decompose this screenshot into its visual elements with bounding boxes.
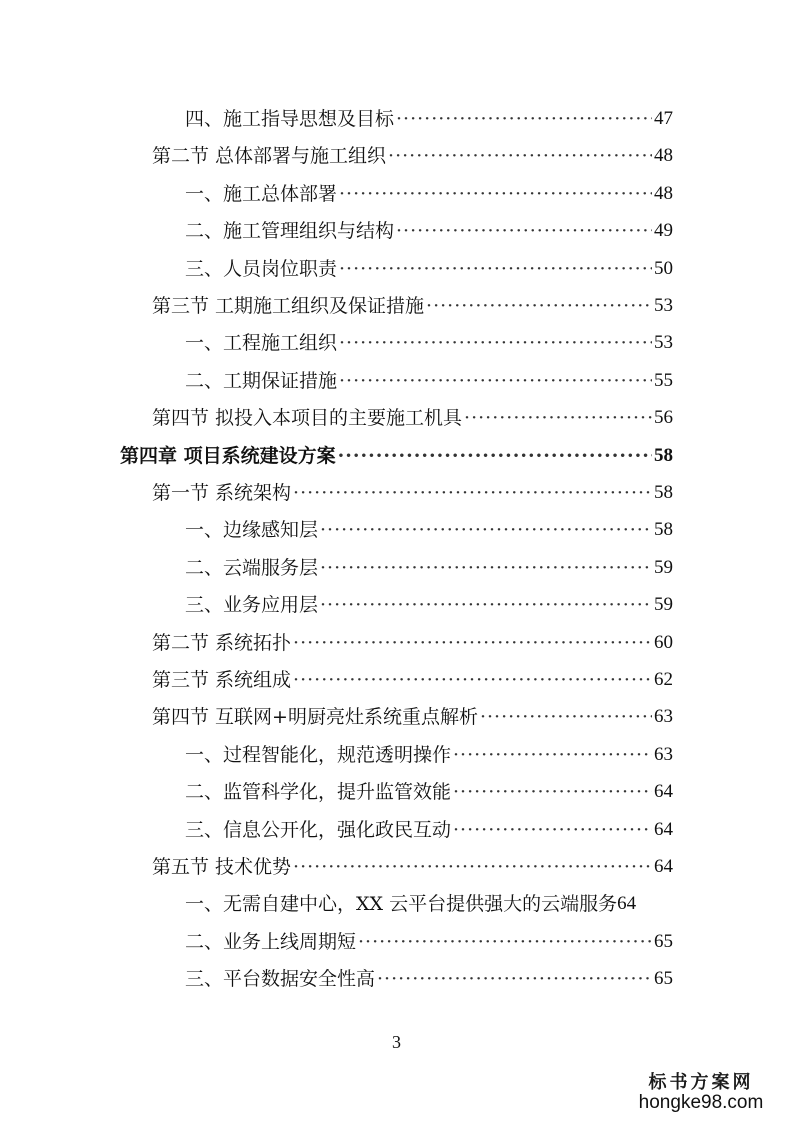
site-watermark bbox=[621, 1072, 781, 1114]
toc-entry-title: 三、业务应用层 bbox=[185, 594, 319, 617]
toc-section-row[interactable] bbox=[152, 141, 673, 171]
toc-page-number: 50 bbox=[654, 257, 673, 279]
toc-subsection-row[interactable] bbox=[185, 815, 673, 845]
toc-entry-title: 三、信息公开化，强化政民互动 bbox=[185, 818, 452, 841]
toc-dot-leader bbox=[358, 927, 652, 957]
toc-page-number: 56 bbox=[654, 407, 673, 429]
toc-page-number: 49 bbox=[654, 220, 673, 242]
toc-page-number: 64 bbox=[654, 781, 673, 803]
watermark-domain-text: hongke98.com bbox=[638, 1092, 764, 1113]
toc-entry-title: 第四章 项目系统建设方案 bbox=[120, 444, 336, 467]
toc-page-number: 63 bbox=[654, 706, 673, 728]
toc-subsection-row[interactable] bbox=[185, 889, 673, 919]
toc-page-number: 58 bbox=[654, 444, 673, 466]
toc-dot-leader bbox=[426, 291, 652, 321]
toc-section-row[interactable] bbox=[152, 478, 673, 508]
toc-entry-title: 第二节 系统拓扑 bbox=[152, 631, 292, 654]
toc-page-number: 58 bbox=[654, 482, 673, 503]
toc-dot-leader bbox=[339, 179, 652, 209]
toc-dot-leader bbox=[396, 216, 652, 246]
toc-page-number: 48 bbox=[654, 182, 673, 204]
toc-dot-leader bbox=[338, 441, 652, 471]
toc-entry-title: 三、人员岗位职责 bbox=[185, 257, 338, 280]
toc-page-number: 53 bbox=[654, 295, 673, 316]
toc-dot-leader bbox=[388, 141, 652, 171]
toc-page-number: 64 bbox=[654, 818, 673, 840]
toc-dot-leader bbox=[464, 403, 652, 433]
toc-dot-leader bbox=[293, 478, 652, 508]
toc-page-number: 59 bbox=[654, 556, 673, 578]
toc-entry-title: 一、施工总体部署 bbox=[185, 182, 338, 205]
toc-page-number: 65 bbox=[654, 930, 673, 952]
toc-subsection-row[interactable] bbox=[185, 328, 673, 358]
toc-dot-leader bbox=[320, 553, 652, 583]
toc-page-number: 59 bbox=[654, 594, 673, 616]
toc-page-number: 60 bbox=[654, 631, 673, 653]
toc-entry-title: 二、监管科学化，提升监管效能 bbox=[185, 781, 452, 804]
toc-entry-title: 第三节 工期施工组织及保证措施 bbox=[152, 295, 425, 317]
toc-entry-title: 第二节 总体部署与施工组织 bbox=[152, 145, 387, 168]
toc-subsection-row[interactable] bbox=[185, 927, 673, 957]
toc-subsection-row[interactable] bbox=[185, 777, 673, 807]
toc-entry-title: 第四节 拟投入本项目的主要施工机具 bbox=[152, 407, 463, 430]
toc-dot-leader bbox=[293, 628, 652, 658]
toc-section-row[interactable] bbox=[152, 291, 673, 321]
toc-entry-title: 三、平台数据安全性高 bbox=[185, 968, 376, 991]
toc-dot-leader bbox=[377, 964, 652, 994]
toc-subsection-row[interactable] bbox=[185, 740, 673, 770]
toc-section-row[interactable] bbox=[152, 628, 673, 658]
toc-dot-leader bbox=[453, 740, 652, 770]
toc-page-number: 64 bbox=[654, 856, 673, 877]
toc-page-number: 65 bbox=[654, 968, 673, 990]
toc-subsection-row[interactable] bbox=[185, 254, 673, 284]
toc-section-row[interactable] bbox=[152, 403, 673, 433]
toc-subsection-row[interactable] bbox=[185, 104, 673, 134]
toc-dot-leader bbox=[453, 777, 652, 807]
toc-entry-title: 第三节 系统组成 bbox=[152, 669, 292, 691]
toc-subsection-row[interactable] bbox=[185, 179, 673, 209]
toc-page-number: 47 bbox=[654, 108, 673, 129]
toc-subsection-row[interactable] bbox=[185, 553, 673, 583]
toc-page-number: 62 bbox=[654, 669, 673, 690]
toc-entry-title: 一、无需自建中心，XX 云平台提供强大的云端服务 bbox=[185, 893, 618, 916]
toc-dot-leader bbox=[453, 815, 652, 845]
toc-dot-leader bbox=[480, 702, 652, 732]
toc-dot-leader bbox=[339, 328, 652, 358]
toc-entry-title: 二、云端服务层 bbox=[185, 556, 319, 579]
toc-entry-title: 一、工程施工组织 bbox=[185, 332, 338, 355]
toc-entry-title: 四、施工指导思想及目标 bbox=[185, 108, 395, 130]
toc-page-number: 58 bbox=[654, 519, 673, 541]
toc-entry-title: 第一节 系统架构 bbox=[152, 482, 292, 504]
toc-chapter-row[interactable] bbox=[120, 441, 673, 471]
page-number: 3 bbox=[392, 1032, 401, 1052]
toc-page-number: 48 bbox=[654, 145, 673, 167]
toc-entry-title: 一、边缘感知层 bbox=[185, 519, 319, 542]
toc-entry-title: 一、过程智能化，规范透明操作 bbox=[185, 743, 452, 766]
toc-section-row[interactable] bbox=[152, 702, 673, 732]
toc-dot-leader bbox=[339, 254, 652, 284]
toc-entry-title: 二、施工管理组织与结构 bbox=[185, 220, 395, 243]
watermark-brand-text: 标书方案网 bbox=[648, 1072, 754, 1092]
toc-subsection-row[interactable] bbox=[185, 216, 673, 246]
toc-dot-leader bbox=[293, 852, 652, 882]
toc-entry-title: 第四节 互联网+明厨亮灶系统重点解析 bbox=[152, 706, 478, 729]
toc-page-number: 55 bbox=[654, 369, 673, 391]
toc-dot-leader bbox=[396, 104, 652, 134]
toc-entry-title: 二、工期保证措施 bbox=[185, 369, 338, 392]
toc-page-number: 64 bbox=[617, 893, 637, 915]
toc-entry-title: 二、业务上线周期短 bbox=[185, 930, 357, 953]
toc-entry-title: 第五节 技术优势 bbox=[152, 856, 292, 878]
toc-subsection-row[interactable] bbox=[185, 590, 673, 620]
toc-page-number: 53 bbox=[654, 332, 673, 354]
toc-dot-leader bbox=[320, 590, 652, 620]
toc-section-row[interactable] bbox=[152, 665, 673, 695]
toc-dot-leader bbox=[293, 665, 652, 695]
toc-subsection-row[interactable] bbox=[185, 366, 673, 396]
toc-dot-leader bbox=[320, 515, 652, 545]
toc-subsection-row[interactable] bbox=[185, 515, 673, 545]
toc-subsection-row[interactable] bbox=[185, 964, 673, 994]
toc-page-number: 63 bbox=[654, 743, 673, 765]
toc-section-row[interactable] bbox=[152, 852, 673, 882]
toc-dot-leader bbox=[339, 366, 652, 396]
